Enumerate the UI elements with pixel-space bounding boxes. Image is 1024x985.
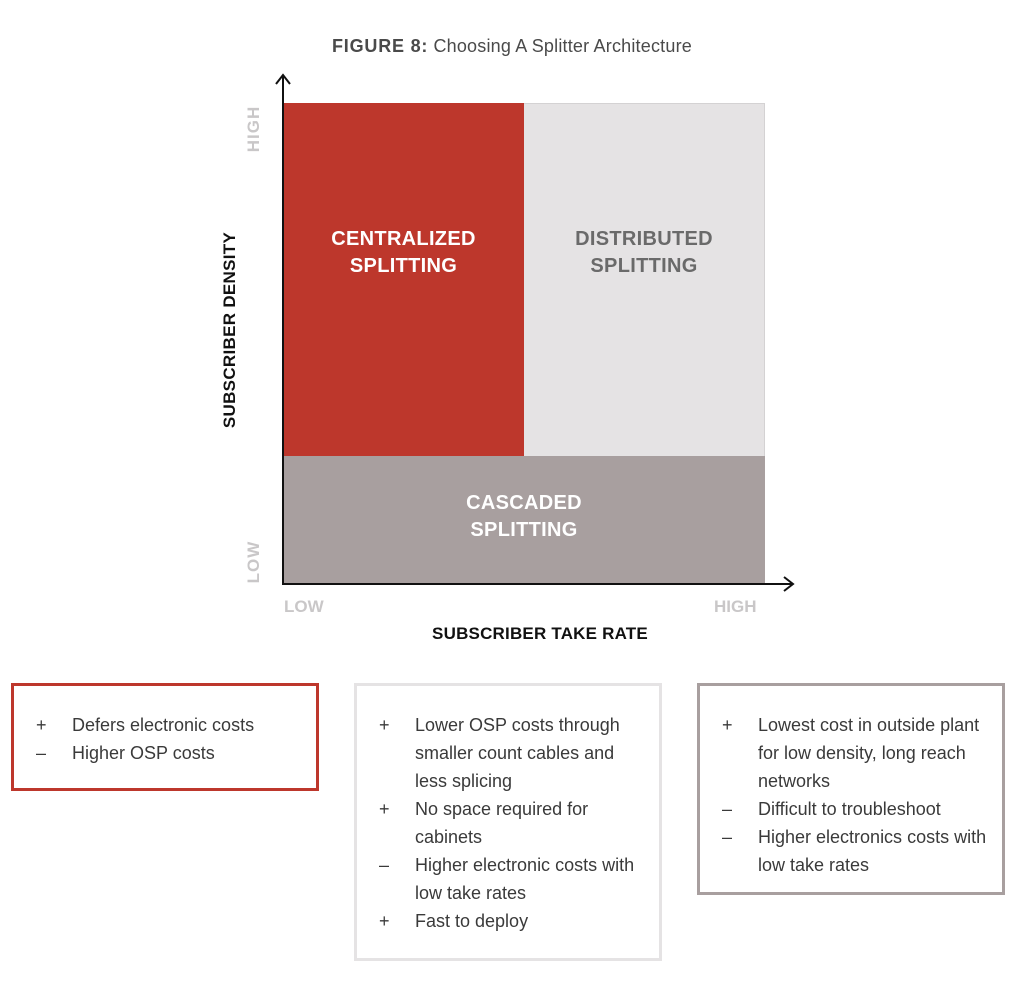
- note-text: Difficult to troubleshoot: [758, 799, 941, 819]
- note-sign: –: [722, 799, 733, 819]
- note-text: Defers electronic costs: [72, 715, 255, 735]
- note-item: [379, 711, 649, 795]
- y-axis-low-label: LOW: [244, 540, 263, 584]
- distributed-notes-box: [354, 683, 662, 961]
- note-item: [379, 907, 649, 935]
- note-sign: +: [379, 715, 390, 735]
- note-text: Fast to deploy: [415, 911, 529, 931]
- y-axis-title: SUBSCRIBER DENSITY: [220, 231, 239, 429]
- quadrant-distributed-label: DISTRIBUTED SPLITTING: [575, 228, 713, 277]
- figure-caption: Choosing A Splitter Architecture: [433, 36, 692, 56]
- note-sign: –: [379, 855, 390, 875]
- note-text: No space required for cabinets: [415, 799, 589, 847]
- quadrant-cascaded-label: CASCADED SPLITTING: [466, 491, 582, 541]
- cascaded-notes-box: [697, 683, 1005, 895]
- figure-label: FIGURE 8:: [332, 36, 429, 56]
- quadrant-centralized-label: CENTRALIZED SPLITTING: [331, 227, 476, 277]
- note-item: [36, 711, 306, 739]
- note-item: [379, 795, 649, 851]
- note-sign: +: [36, 715, 47, 735]
- note-text: Higher OSP costs: [72, 743, 215, 763]
- x-axis-title: SUBSCRIBER TAKE RATE: [432, 624, 648, 643]
- note-sign: –: [36, 743, 47, 763]
- centralized-notes-box: [11, 683, 319, 791]
- note-item: [379, 851, 649, 907]
- x-axis-low-label: LOW: [284, 597, 324, 616]
- note-sign: +: [379, 911, 390, 931]
- note-item: [722, 795, 992, 823]
- y-axis-high-label: HIGH: [244, 105, 263, 153]
- note-text: Lower OSP costs through smaller count cables and less splicing: [415, 715, 620, 791]
- x-axis-high-label: HIGH: [714, 597, 757, 616]
- note-text: Lowest cost in outside plant for low density, long reach networks: [758, 715, 980, 791]
- note-sign: +: [379, 799, 390, 819]
- note-item: [722, 711, 992, 795]
- note-item: [36, 739, 306, 767]
- note-text: Higher electronics costs with low take rates: [758, 827, 987, 875]
- note-sign: –: [722, 827, 733, 847]
- note-sign: +: [722, 715, 733, 735]
- note-item: [722, 823, 992, 879]
- note-text: Higher electronic costs with low take rates: [415, 855, 635, 903]
